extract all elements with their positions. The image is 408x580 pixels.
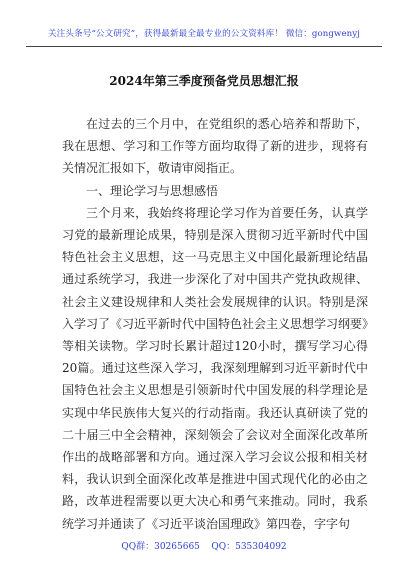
section-heading: 一、理论学习与思想感悟 xyxy=(86,183,219,198)
document-body xyxy=(62,113,368,535)
header-promo-note: 关注头条号“公文研究”，获得最新最全最专业的公文资料库！ 微信：gongwenyj xyxy=(47,29,361,39)
section-paragraph: 三个月来，我始终将理论学习作为首要任务，认真学习党的最新理论成果，特别是深入贯彻习近平新时代中国特色社会主义思想，这一马克思主义中国化最新理论结晶通过系统学习，我进一步深化了对中国共产党执政规律、社会主义建设规律和人类社会发展规律的认识。特别是深入学习了《习近平新时代中国特色社会主义思想学习纲要》等相关读物。学习时长累计超过120小时，撰写学习心得20篇。通过这些深入学习，我深刻理解到习近平新时代中国特色社会主义思想是引领新时代中国发展的科学理论是实现中华民族伟大复兴的行动指南。我还认真研读了党的二十届三中全会精神，深刻领会了会议对全面深化改革所作出的战略部署和方向。通过深入学习会议公报和相关材料，我认识到全面深化改革是推进中国式现代化的必由之路，改革进程需要以更大决心和勇气来推动。同时，我系统学习并通读了《习近平谈治国理政》第四卷，字字句 xyxy=(62,205,369,531)
document-title: 2024年第三季度预备党员思想汇报 xyxy=(109,74,299,88)
intro-paragraph: 在过去的三个月中，在党组织的悉心培养和帮助下，我在思想、学习和工作等方面均取得了新的进步，现将有关情况汇报如下，敬请审阅指正。 xyxy=(62,117,368,176)
footer-contact: QQ群：30265665 QQ：535304092 xyxy=(121,542,287,552)
header-divider xyxy=(26,46,382,47)
